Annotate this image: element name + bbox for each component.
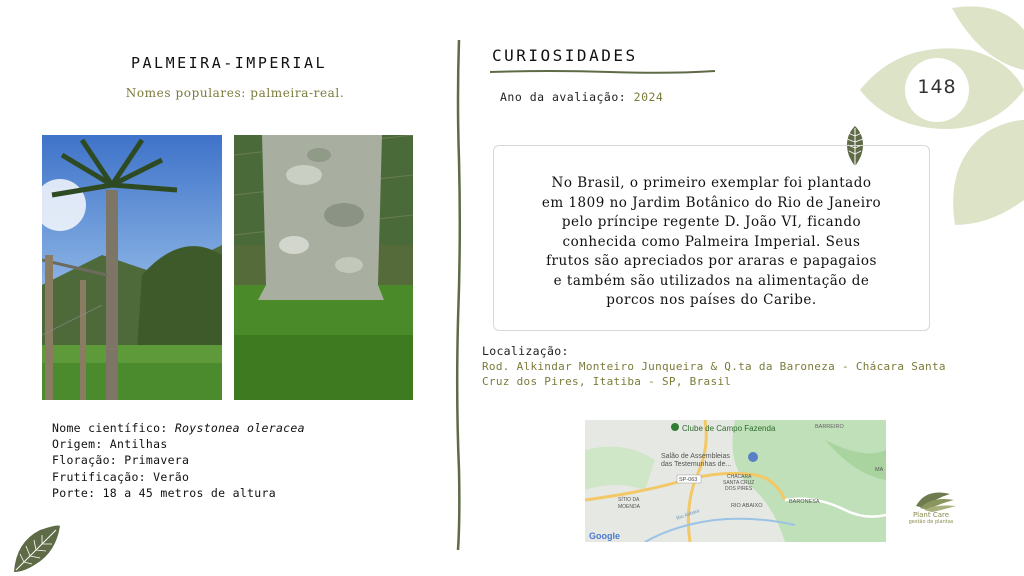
page-number: 148 — [917, 76, 957, 98]
vertical-divider — [452, 40, 466, 550]
popular-names — [0, 86, 470, 100]
map-label-barreiro: BARREIRO — [815, 424, 844, 430]
evaluation-year-label: Ano da avaliação: — [500, 90, 627, 104]
fruiting: Frutificação: Verão — [52, 469, 190, 484]
evaluation-year — [500, 90, 663, 104]
location-value — [482, 359, 962, 389]
curiosity-box — [493, 145, 930, 331]
size: Porte: 18 a 45 metros de altura — [52, 485, 276, 500]
map-label-club: Clube de Campo Fazenda — [682, 424, 776, 433]
scientific-name-value: Roystonea oleracea — [174, 421, 305, 435]
google-logo: Google — [589, 531, 620, 541]
curiosities-title: CURIOSIDADES — [492, 46, 638, 65]
leaf-decoration-icon — [10, 522, 62, 574]
map-label-road: SP-063 — [679, 477, 698, 483]
location-line: Rod. Alkindar Monteiro Junqueira & Q.ta da Baroneza - Chácara Santa — [482, 360, 946, 373]
map-label-rio-abaixo: RIO ABAIXO — [731, 503, 763, 509]
location-label: Localização: — [482, 344, 569, 358]
plant-facts — [52, 420, 305, 501]
photo-trunk-closeup — [234, 135, 413, 400]
origin: Origem: Antilhas — [52, 437, 168, 452]
flowering: Floração: Primavera — [52, 453, 190, 468]
curiosity-line: conhecida como Palmeira Imperial. Seus — [562, 233, 861, 250]
map-label-baronesa: BARONESA — [789, 499, 820, 505]
logo-text-line1: Plant Care — [912, 511, 950, 519]
scientific-name — [52, 420, 305, 436]
map-label-hall-2: das Testemunhas de... — [661, 461, 732, 468]
curiosity-text — [512, 174, 911, 311]
scientific-name-label: Nome científico: — [52, 421, 168, 435]
curiosity-line: No Brasil, o primeiro exemplar foi plantado — [551, 175, 872, 191]
curiosity-line: porcos nos países do Caribe. — [606, 292, 817, 308]
curiosity-line: frutos são apreciados por araras e papagaios — [546, 253, 877, 269]
logo-text — [895, 511, 967, 525]
map-label-sitio-2: MOENDA — [618, 504, 640, 510]
map-label-river: Rio Atibaia — [675, 508, 701, 522]
location-line: Cruz dos Pires, Itatiba - SP, Brasil — [482, 375, 732, 388]
map-label-ma: MA — [875, 467, 884, 473]
photo-palm-tree — [42, 135, 222, 400]
logo-text-line2: gestão de plantas — [908, 519, 954, 525]
curiosity-line: e também são utilizados na alimentação de — [553, 272, 870, 289]
popular-names-value: palmeira-real. — [250, 86, 345, 100]
map-label-chacara-2: SANTA CRUZ — [723, 480, 755, 486]
plant-title: PALMEIRA-IMPERIAL — [130, 54, 328, 72]
curiosity-line: em 1809 no Jardim Botânico do Rio de Janeiro — [541, 194, 882, 211]
title-underline — [490, 68, 715, 76]
popular-names-label: Nomes populares: — [125, 86, 246, 100]
map-label-sitio-1: SÍTIO DA — [618, 497, 640, 503]
location-map[interactable] — [585, 420, 886, 542]
map-label-chacara-1: CHÁCARA — [727, 474, 752, 480]
map-label-chacara-3: DOS PIRES — [725, 486, 753, 492]
map-label-hall-1: Salão de Assembleias — [661, 453, 730, 460]
curiosity-line: pelo príncipe regente D. João VI, ficando — [561, 214, 862, 230]
evaluation-year-value: 2024 — [633, 90, 664, 104]
